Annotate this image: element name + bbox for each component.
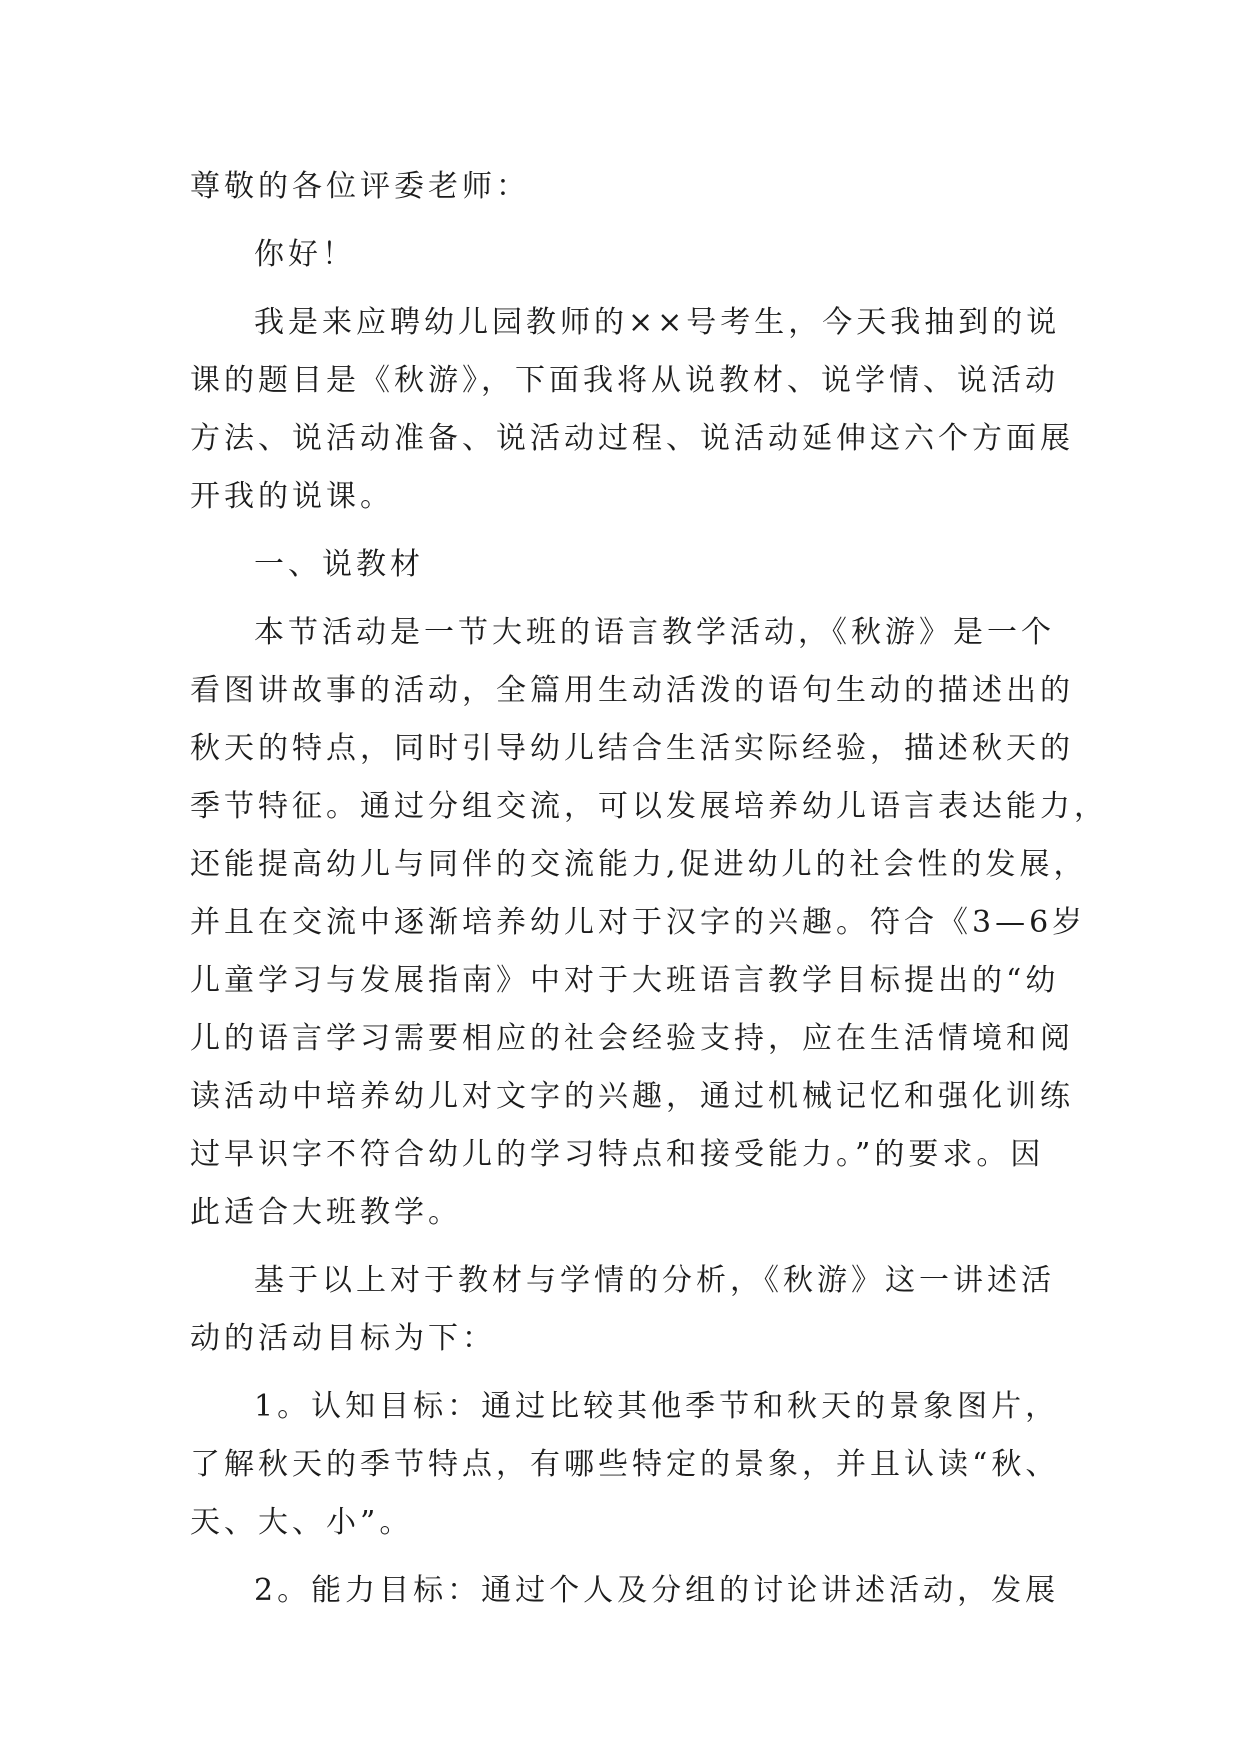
goals-intro-paragraph [190,1252,1055,1368]
paragraph-line: 我是来应聘幼儿园教师的××号考生，今天我抽到的说 [254,305,1061,340]
paragraph-line: 看图讲故事的活动，全篇用生动活泼的语句生动的描述出的 [190,673,1074,708]
paragraph-line: 基于以上对于教材与学情的分析，《秋游》这一讲述活 [254,1263,1055,1298]
paragraph-line: 还能提高幼儿与同伴的交流能力,促进幼儿的社会性的发展， [190,847,1088,882]
paragraph-line: 过早识字不符合幼儿的学习特点和接受能力。”的要求。因 [190,1137,1045,1172]
goal-2-paragraph [190,1562,1060,1620]
paragraph-line: 本节活动是一节大班的语言教学活动，《秋游》是一个 [254,615,1055,650]
document-body [190,158,1108,1620]
paragraph-line: 2。能力目标：通过个人及分组的讨论讲述活动，发展 [254,1573,1060,1608]
section-heading: 一、说教材 [254,547,424,582]
paragraph-line: 此适合大班教学。 [190,1195,462,1230]
paragraph-line: 课的题目是《秋游》，下面我将从说教材、说学情、说活动 [190,363,1059,398]
paragraph-line: 读活动中培养幼儿对文字的兴趣，通过机械记忆和强化训练 [190,1079,1074,1114]
paragraph-line: 动的活动目标为下： [190,1321,496,1356]
paragraph-line: 天、大、小”。 [190,1505,414,1540]
intro-paragraph [190,294,1074,526]
paragraph-line: 了解秋天的季节特点，有哪些特定的景象，并且认读“秋、 [190,1447,1060,1482]
goal-1-paragraph [190,1378,1060,1552]
paragraph-line: 儿童学习与发展指南》中对于大班语言教学目标提出的“幼 [190,963,1060,998]
paragraph-line: 秋天的特点，同时引导幼儿结合生活实际经验，描述秋天的 [190,731,1074,766]
paragraph-line: 开我的说课。 [190,479,394,514]
paragraph-line: 季节特征。通过分组交流，可以发展培养幼儿语言表达能力， [190,789,1108,824]
salutation: 尊敬的各位评委老师： [190,169,530,204]
section-1-paragraph [190,604,1108,1242]
paragraph-line: 儿的语言学习需要相应的社会经验支持，应在生活情境和阅 [190,1021,1074,1056]
paragraph-line: 1。认知目标：通过比较其他季节和秋天的景象图片， [254,1389,1060,1424]
paragraph-line: 方法、说活动准备、说活动过程、说活动延伸这六个方面展 [190,421,1074,456]
paragraph-line: 并且在交流中逐渐培养幼儿对于汉字的兴趣。符合《3—6岁 [190,905,1087,940]
greeting: 你好！ [254,237,356,272]
